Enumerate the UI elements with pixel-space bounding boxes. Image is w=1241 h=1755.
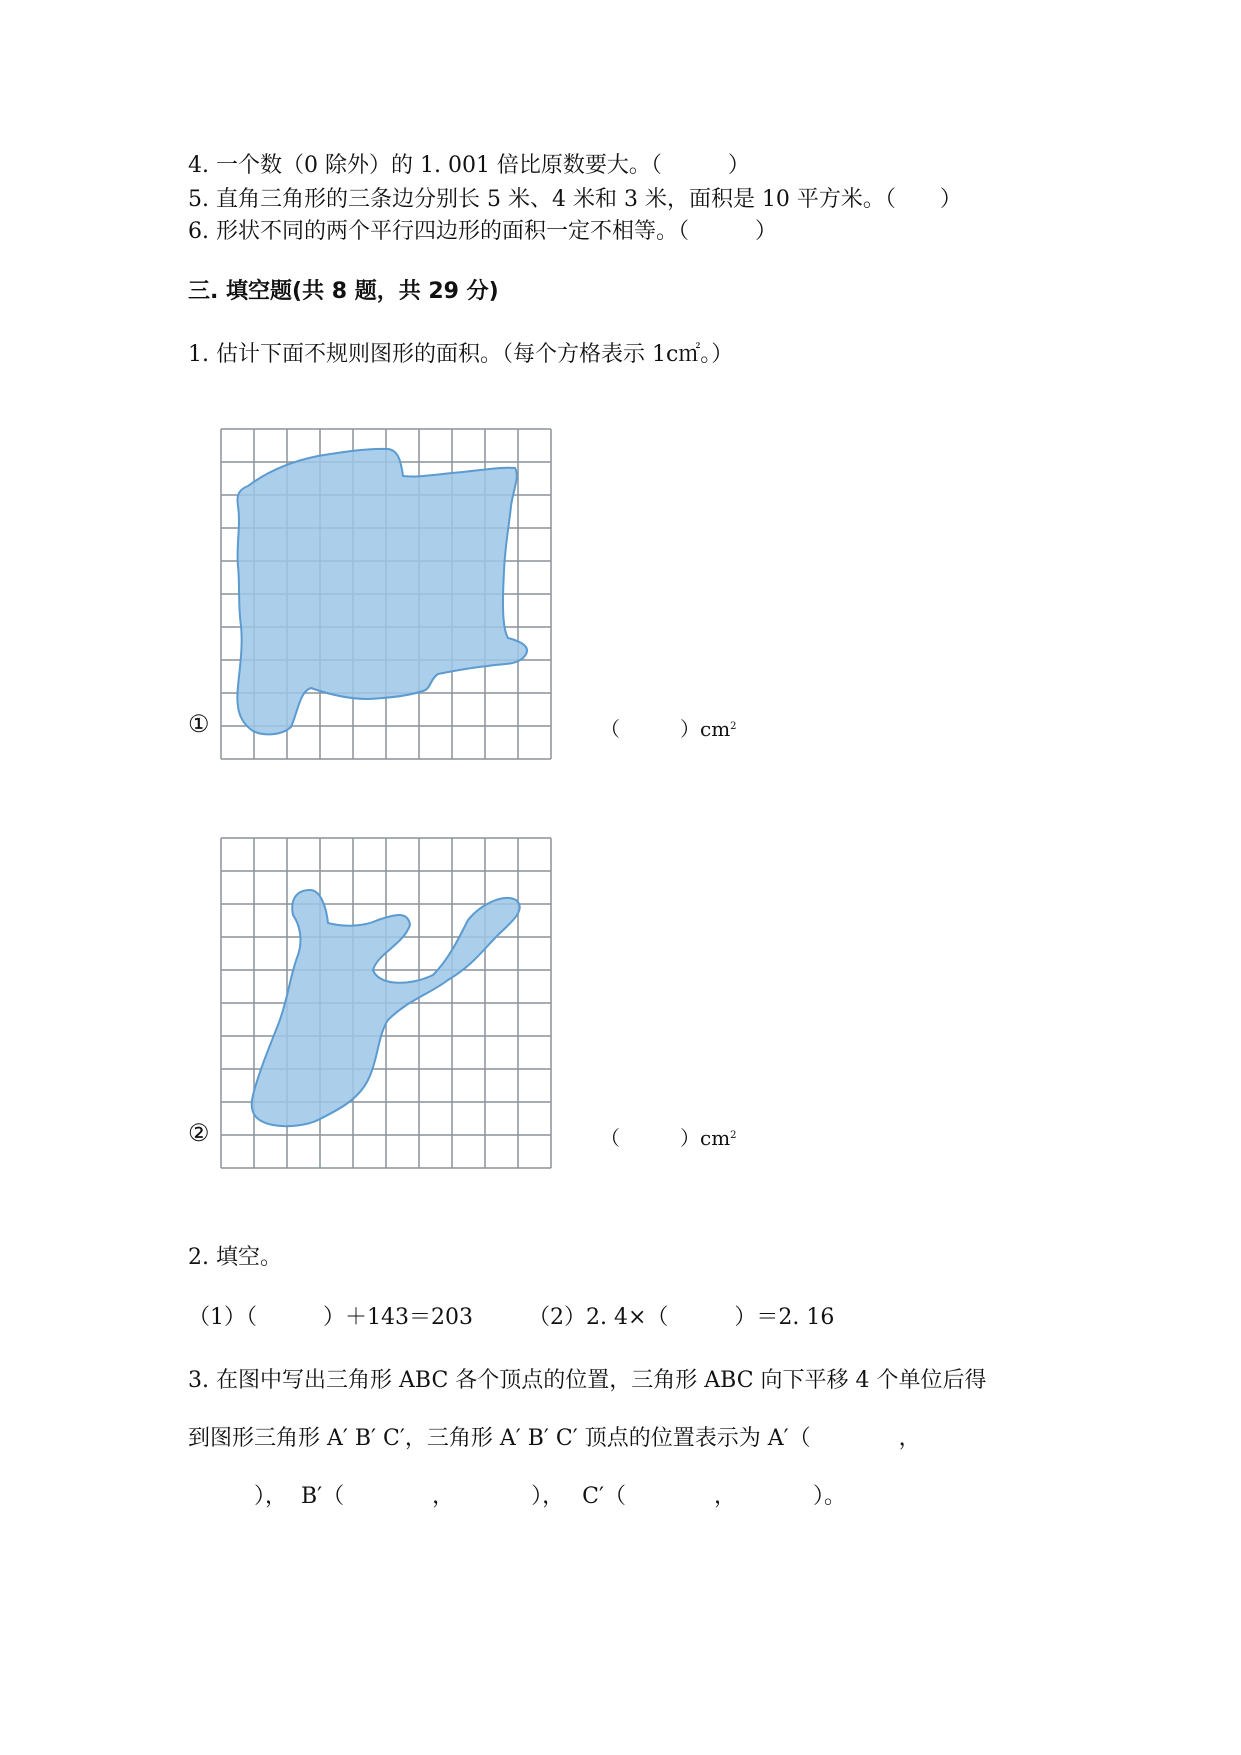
figure-1-answer[interactable]: （ ）$cm^2$	[600, 717, 737, 741]
question-4: 4. 一个数（0 除外）的 1. 001 倍比原数要大。（ ）	[188, 153, 750, 178]
fill-question-2-prompt: 2. 填空。	[188, 1245, 282, 1270]
fill-question-3-line-2[interactable]: 到图形三角形 A′ B′ C′，三角形 A′ B′ C′ 顶点的位置表示为 A′（ ，	[188, 1426, 921, 1451]
fill-question-1-prompt: 1. 估计下面不规则图形的面积。（每个方格表示 1c㎡。）	[188, 342, 734, 367]
figure-2-marker: ②	[188, 1119, 210, 1147]
question-5: 5. 直角三角形的三条边分别长 5 米、4 米和 3 米，面积是 10 平方米。（ ）	[188, 187, 962, 212]
irregular-shape-1	[237, 449, 527, 735]
section-heading: 三. 填空题(共 8 题，共 29 分)	[188, 279, 499, 304]
fill-question-2-equations[interactable]: （1）（ ）＋143＝203 （2）2. 4×（ ）＝2. 16	[188, 1305, 835, 1330]
question-6: 6. 形状不同的两个平行四边形的面积一定不相等。（ ）	[188, 219, 777, 244]
fill-question-3-line-1: 3. 在图中写出三角形 ABC 各个顶点的位置，三角形 ABC 向下平移 4 个单位后得	[188, 1368, 987, 1393]
figure-1-grid	[218, 426, 554, 762]
figure-1-marker: ①	[188, 710, 210, 738]
figure-2-grid	[218, 835, 554, 1171]
figure-2-answer[interactable]: （ ）$cm^2$	[600, 1126, 737, 1150]
fill-question-3-line-3[interactable]: ）， B′（ ， ）， C′（ ， ）。	[188, 1484, 846, 1509]
